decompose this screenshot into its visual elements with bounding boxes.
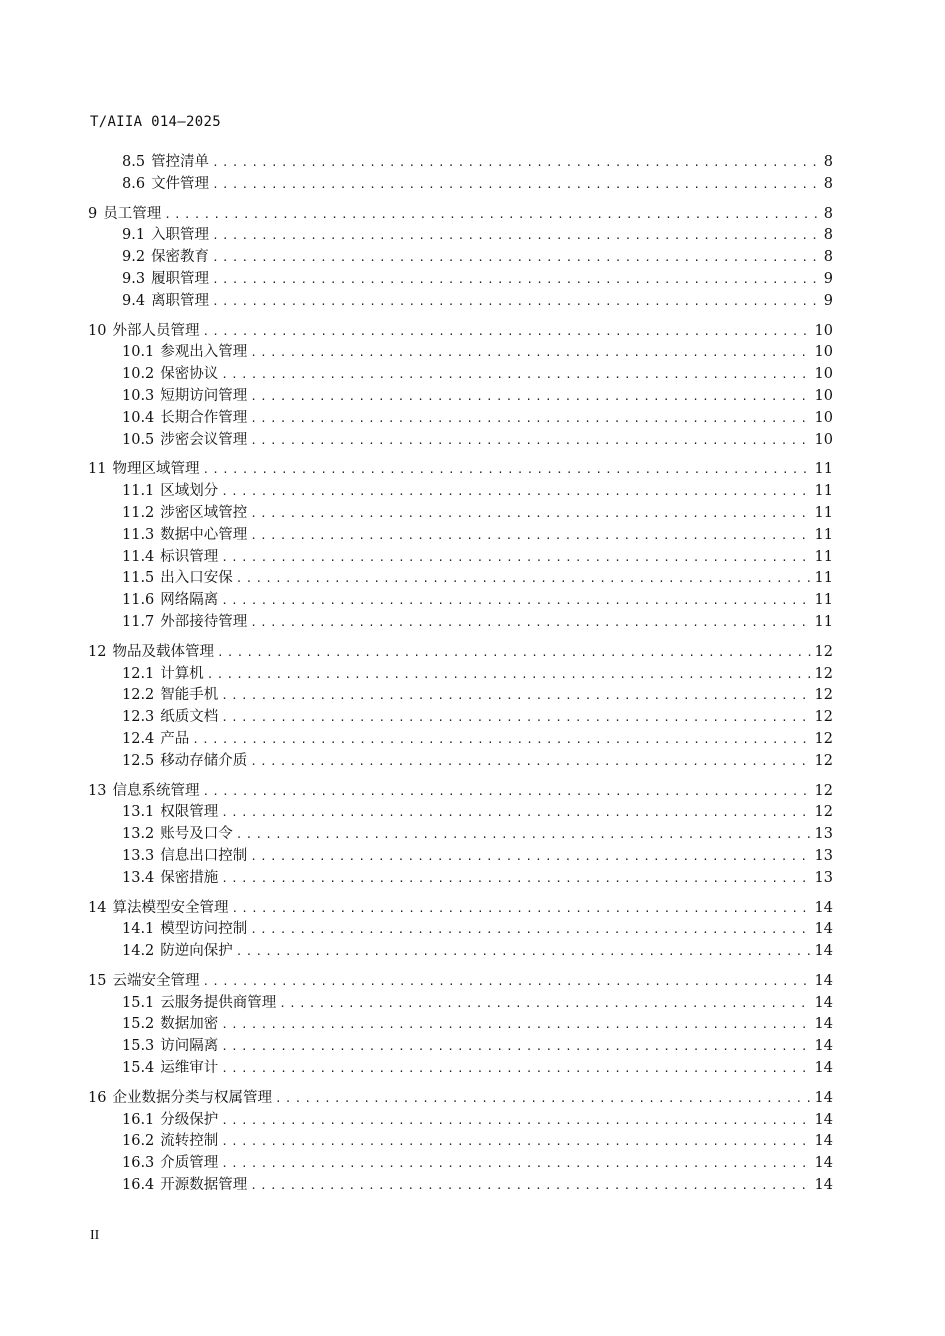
toc-section [88, 642, 833, 773]
dot-leader [212, 152, 821, 174]
toc-entry-page: 13 [814, 826, 833, 843]
toc-entry-page: 10 [814, 344, 833, 361]
toc-subsection-entry[interactable] [88, 269, 833, 291]
dot-leader [212, 225, 821, 247]
toc-subsection-entry[interactable] [88, 386, 833, 408]
toc-entry-page: 12 [814, 643, 833, 660]
dot-leader [250, 503, 811, 525]
toc-entry-number: 11.1 [122, 483, 155, 500]
toc-entry-title: 运维审计 [160, 1060, 219, 1077]
dot-leader [250, 1175, 811, 1197]
toc-entry-page: 11 [814, 570, 833, 587]
toc-entry-number: 15.2 [122, 1016, 155, 1033]
toc-entry-title: 账号及口令 [160, 826, 233, 843]
toc-section [88, 321, 833, 452]
toc-subsection-entry[interactable] [88, 1058, 833, 1080]
dot-leader [221, 802, 811, 824]
toc-entry-title: 产品 [160, 730, 190, 747]
toc-section [88, 898, 833, 963]
toc-entry-title: 参观出入管理 [160, 344, 248, 361]
toc-entry-title: 短期访问管理 [160, 387, 248, 404]
dot-leader [221, 1131, 811, 1153]
dot-leader [250, 525, 811, 547]
toc-entry-page: 14 [814, 1133, 833, 1150]
toc-entry-title: 开源数据管理 [160, 1177, 248, 1194]
toc-entry-page: 14 [814, 1089, 833, 1106]
toc-entry-page: 12 [814, 752, 833, 769]
toc-subsection-entry[interactable] [88, 481, 833, 503]
toc-chapter-entry[interactable] [88, 642, 833, 664]
toc-entry-number: 11.4 [122, 548, 155, 565]
dot-leader [221, 1153, 811, 1175]
toc-entry-page: 14 [814, 921, 833, 938]
toc-entry-title: 信息系统管理 [112, 782, 200, 799]
toc-entry-title: 保密协议 [160, 366, 219, 383]
toc-entry-number: 9 [88, 205, 98, 222]
toc-entry-number: 11.5 [122, 570, 155, 587]
toc-entry-page: 14 [814, 1111, 833, 1128]
toc-entry-number: 12.1 [122, 665, 155, 682]
dot-leader [217, 642, 812, 664]
toc-entry-title: 访问隔离 [160, 1038, 219, 1055]
toc-entry-title: 离职管理 [151, 292, 210, 309]
toc-entry-title: 防逆向保护 [160, 943, 233, 960]
dot-leader [236, 824, 812, 846]
dot-leader [164, 204, 821, 226]
toc-entry-number: 9.3 [122, 270, 146, 287]
toc-entry-page: 10 [814, 366, 833, 383]
dot-leader [202, 971, 811, 993]
dot-leader [279, 993, 811, 1015]
toc-entry-title: 外部接待管理 [160, 613, 248, 630]
toc-entry-title: 文件管理 [151, 175, 210, 192]
toc-entry-number: 15 [88, 972, 107, 989]
toc-section [88, 1088, 833, 1197]
toc-entry-page: 10 [814, 431, 833, 448]
dot-leader [221, 868, 811, 890]
toc-entry-page: 13 [814, 869, 833, 886]
toc-entry-title: 履职管理 [151, 270, 210, 287]
toc-entry-page: 11 [814, 526, 833, 543]
toc-entry-title: 智能手机 [160, 687, 219, 704]
toc-subsection-entry[interactable] [88, 1175, 833, 1197]
toc-entry-page: 12 [814, 665, 833, 682]
toc-entry-title: 数据加密 [160, 1016, 219, 1033]
toc-entry-number: 16.1 [122, 1111, 155, 1128]
dot-leader [212, 269, 821, 291]
toc-subsection-entry[interactable] [88, 1014, 833, 1036]
dot-leader [202, 459, 811, 481]
dot-leader [250, 430, 811, 452]
toc-entry-number: 13.2 [122, 826, 155, 843]
toc-entry-page: 11 [814, 461, 833, 478]
toc-entry-page: 11 [814, 592, 833, 609]
toc-entry-page: 11 [814, 613, 833, 630]
toc-entry-title: 介质管理 [160, 1155, 219, 1172]
dot-leader [221, 707, 811, 729]
dot-leader [221, 481, 811, 503]
toc-entry-title: 入职管理 [151, 227, 210, 244]
toc-entry-page: 12 [814, 730, 833, 747]
toc-subsection-entry[interactable] [88, 547, 833, 569]
toc-subsection-entry[interactable] [88, 525, 833, 547]
toc-section [88, 204, 833, 313]
toc-entry-title: 网络隔离 [160, 592, 219, 609]
toc-subsection-entry[interactable] [88, 729, 833, 751]
dot-leader [275, 1088, 812, 1110]
toc-entry-number: 12.5 [122, 752, 155, 769]
toc-entry-page: 14 [814, 1016, 833, 1033]
toc-subsection-entry[interactable] [88, 685, 833, 707]
toc-entry-number: 9.4 [122, 292, 146, 309]
toc-section [88, 781, 833, 890]
toc-entry-page: 8 [823, 205, 833, 222]
toc-entry-title: 计算机 [160, 665, 204, 682]
toc-subsection-entry[interactable] [88, 612, 833, 634]
toc-chapter-entry[interactable] [88, 459, 833, 481]
dot-leader [250, 342, 811, 364]
page-number-footer: II [90, 1228, 100, 1243]
toc-entry-number: 11.6 [122, 592, 155, 609]
dot-leader [221, 1014, 811, 1036]
toc-entry-page: 14 [814, 899, 833, 916]
toc-entry-number: 13.4 [122, 869, 155, 886]
toc-entry-number: 11.3 [122, 526, 155, 543]
toc-entry-title: 长期合作管理 [160, 409, 248, 426]
toc-entry-page: 8 [823, 249, 833, 266]
toc-entry-title: 标识管理 [160, 548, 219, 565]
toc-entry-page: 12 [814, 687, 833, 704]
toc-entry-page: 10 [814, 387, 833, 404]
toc-entry-number: 10.3 [122, 387, 155, 404]
toc-entry-title: 信息出口控制 [160, 847, 248, 864]
toc-entry-number: 9.2 [122, 249, 146, 266]
dot-leader [221, 1110, 811, 1132]
toc-subsection-entry[interactable] [88, 1110, 833, 1132]
dot-leader [250, 919, 811, 941]
toc-subsection-entry[interactable] [88, 503, 833, 525]
toc-entry-number: 16 [88, 1089, 107, 1106]
toc-entry-page: 14 [814, 972, 833, 989]
toc-chapter-entry[interactable] [88, 971, 833, 993]
toc-entry-title: 区域划分 [160, 483, 219, 500]
toc-entry-title: 算法模型安全管理 [112, 899, 229, 916]
toc-entry-title: 云端安全管理 [112, 972, 200, 989]
toc-entry-title: 出入口安保 [160, 570, 233, 587]
toc-section [88, 152, 833, 196]
toc-entry-title: 员工管理 [103, 205, 162, 222]
toc-entry-number: 14.2 [122, 943, 155, 960]
toc-entry-title: 外部人员管理 [112, 322, 200, 339]
dot-leader [221, 590, 811, 612]
toc-entry-page: 9 [823, 292, 833, 309]
toc-entry-title: 模型访问控制 [160, 921, 248, 938]
toc-entry-title: 管控清单 [151, 154, 210, 170]
toc-subsection-entry[interactable] [88, 364, 833, 386]
toc-entry-title: 物品及载体管理 [112, 643, 214, 660]
toc-subsection-entry[interactable] [88, 1131, 833, 1153]
toc-chapter-entry[interactable] [88, 898, 833, 920]
dot-leader [202, 321, 811, 343]
toc-entry-number: 15.1 [122, 994, 155, 1011]
toc-entry-number: 12.4 [122, 730, 155, 747]
toc-subsection-entry[interactable] [88, 152, 833, 174]
toc-entry-page: 8 [823, 175, 833, 192]
toc-subsection-entry[interactable] [88, 802, 833, 824]
toc-entry-page: 12 [814, 782, 833, 799]
toc-entry-title: 涉密区域管控 [160, 504, 248, 521]
toc-entry-title: 移动存储介质 [160, 752, 248, 769]
dot-leader [212, 174, 821, 196]
toc-chapter-entry[interactable] [88, 1088, 833, 1110]
toc-entry-number: 11 [88, 461, 107, 478]
dot-leader [202, 781, 811, 803]
toc-entry-number: 16.4 [122, 1177, 155, 1194]
toc-entry-number: 11.2 [122, 504, 155, 521]
toc-entry-page: 14 [814, 994, 833, 1011]
toc-entry-number: 9.1 [122, 227, 146, 244]
toc-entry-page: 10 [814, 322, 833, 339]
toc-entry-title: 纸质文档 [160, 709, 219, 726]
dot-leader [250, 751, 811, 773]
toc-entry-page: 11 [814, 483, 833, 500]
toc-entry-page: 14 [814, 1060, 833, 1077]
toc-entry-title: 云服务提供商管理 [160, 994, 277, 1011]
toc-subsection-entry[interactable] [88, 408, 833, 430]
toc-subsection-entry[interactable] [88, 342, 833, 364]
toc-entry-page: 9 [823, 270, 833, 287]
toc-chapter-entry[interactable] [88, 321, 833, 343]
toc-entry-page: 12 [814, 709, 833, 726]
dot-leader [236, 941, 812, 963]
toc-entry-title: 物理区域管理 [112, 461, 200, 478]
toc-subsection-entry[interactable] [88, 824, 833, 846]
toc-entry-title: 流转控制 [160, 1133, 219, 1150]
toc-entry-number: 15.4 [122, 1060, 155, 1077]
toc-entry-page: 12 [814, 804, 833, 821]
toc-entry-page: 14 [814, 1038, 833, 1055]
toc-entry-title: 数据中心管理 [160, 526, 248, 543]
dot-leader [221, 685, 811, 707]
dot-leader [221, 547, 811, 569]
toc-entry-number: 10.1 [122, 344, 155, 361]
toc-entry-number: 16.3 [122, 1155, 155, 1172]
dot-leader [250, 386, 811, 408]
toc-entry-number: 15.3 [122, 1038, 155, 1055]
toc-entry-title: 保密措施 [160, 869, 219, 886]
toc-entry-page: 14 [814, 1155, 833, 1172]
dot-leader [236, 568, 812, 590]
dot-leader [250, 408, 811, 430]
toc-subsection-entry[interactable] [88, 1153, 833, 1175]
toc-subsection-entry[interactable] [88, 247, 833, 269]
toc-subsection-entry[interactable] [88, 590, 833, 612]
dot-leader [250, 612, 811, 634]
toc-chapter-entry[interactable] [88, 781, 833, 803]
toc-entry-title: 涉密会议管理 [160, 431, 248, 448]
dot-leader [231, 898, 811, 920]
toc-subsection-entry[interactable] [88, 751, 833, 773]
toc-entry-page: 8 [823, 227, 833, 244]
toc-subsection-entry[interactable] [88, 430, 833, 452]
toc-entry-title: 企业数据分类与权属管理 [112, 1089, 272, 1106]
toc-entry-page: 13 [814, 847, 833, 864]
dot-leader [250, 846, 811, 868]
toc-entry-number: 11.7 [122, 613, 155, 630]
toc-subsection-entry[interactable] [88, 846, 833, 868]
table-of-contents [88, 152, 833, 1205]
dot-leader [221, 1058, 811, 1080]
dot-leader [192, 729, 811, 751]
toc-subsection-entry[interactable] [88, 941, 833, 963]
dot-leader [212, 291, 821, 313]
toc-subsection-entry[interactable] [88, 225, 833, 247]
toc-subsection-entry[interactable] [88, 993, 833, 1015]
toc-entry-page: 14 [814, 943, 833, 960]
toc-entry-page: 8 [823, 154, 833, 170]
toc-subsection-entry[interactable] [88, 568, 833, 590]
toc-entry-number: 12.2 [122, 687, 155, 704]
toc-subsection-entry[interactable] [88, 919, 833, 941]
toc-chapter-entry[interactable] [88, 204, 833, 226]
toc-entry-number: 13.3 [122, 847, 155, 864]
toc-entry-title: 保密教育 [151, 249, 210, 266]
toc-entry-page: 11 [814, 504, 833, 521]
toc-entry-number: 14.1 [122, 921, 155, 938]
toc-subsection-entry[interactable] [88, 291, 833, 313]
dot-leader [212, 247, 821, 269]
toc-entry-page: 11 [814, 548, 833, 565]
toc-entry-number: 10.2 [122, 366, 155, 383]
toc-entry-title: 分级保护 [160, 1111, 219, 1128]
toc-entry-number: 10.4 [122, 409, 155, 426]
toc-entry-number: 13.1 [122, 804, 155, 821]
toc-entry-page: 10 [814, 409, 833, 426]
toc-subsection-entry[interactable] [88, 1036, 833, 1058]
document-id-header: T/AIIA 014—2025 [90, 114, 221, 130]
toc-entry-number: 8.6 [122, 175, 146, 192]
dot-leader [207, 664, 812, 686]
toc-entry-number: 14 [88, 899, 107, 916]
toc-entry-number: 10 [88, 322, 107, 339]
toc-subsection-entry[interactable] [88, 868, 833, 890]
toc-section [88, 459, 833, 633]
toc-entry-number: 12.3 [122, 709, 155, 726]
toc-subsection-entry[interactable] [88, 707, 833, 729]
toc-subsection-entry[interactable] [88, 664, 833, 686]
toc-entry-number: 13 [88, 782, 107, 799]
toc-entry-number: 12 [88, 643, 107, 660]
dot-leader [221, 364, 811, 386]
toc-entry-page: 14 [814, 1177, 833, 1194]
toc-entry-number: 8.5 [122, 154, 146, 170]
toc-section [88, 971, 833, 1080]
toc-entry-number: 16.2 [122, 1133, 155, 1150]
dot-leader [221, 1036, 811, 1058]
toc-entry-title: 权限管理 [160, 804, 219, 821]
toc-entry-number: 10.5 [122, 431, 155, 448]
toc-subsection-entry[interactable] [88, 174, 833, 196]
